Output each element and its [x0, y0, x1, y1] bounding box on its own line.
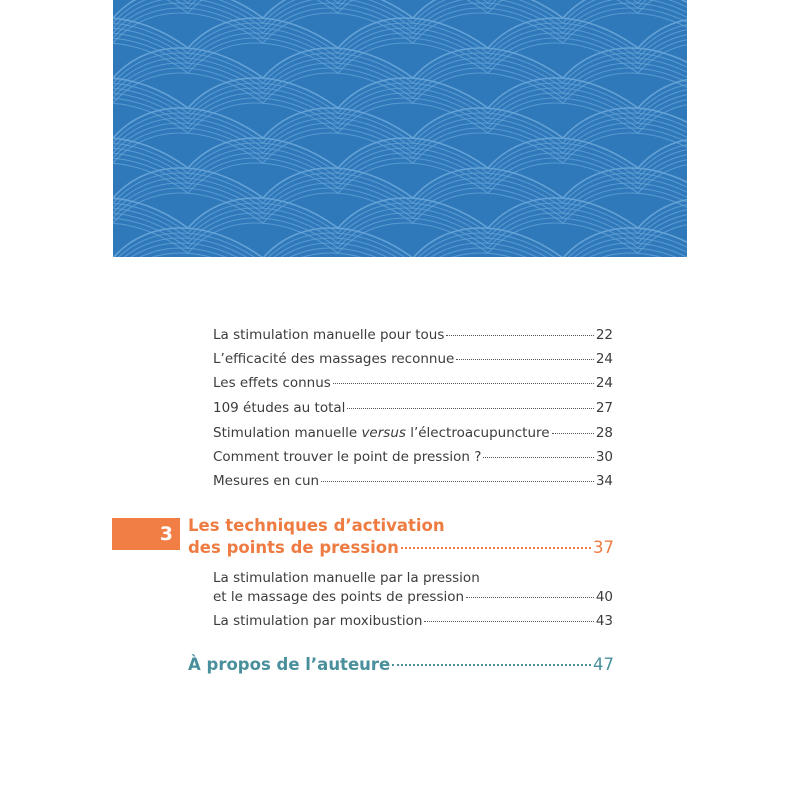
toc-entry[interactable]	[213, 374, 613, 392]
dot-leader	[552, 433, 594, 434]
toc-entry-label: 109 études au total	[213, 400, 346, 416]
toc-entry-label: La stimulation manuelle pour tous	[213, 327, 445, 343]
toc-entry-page: 24	[595, 351, 613, 367]
wave-pattern-banner	[113, 0, 687, 257]
chapter-number-badge: 3	[112, 518, 180, 550]
toc-entry-label-part: Stimulation manuelle	[213, 425, 362, 441]
toc-entry-page: 28	[595, 425, 613, 441]
toc-entry-page: 40	[595, 589, 613, 605]
toc-entry-page: 24	[595, 375, 613, 391]
toc-entry-page: 43	[595, 613, 613, 629]
dot-leader	[321, 481, 594, 482]
toc-entry-label-line2: et le massage des points de pression	[213, 589, 465, 605]
toc-entry-label-emphasis: versus	[361, 425, 406, 441]
dot-leader	[483, 457, 593, 458]
dot-leader	[446, 335, 593, 336]
dot-leader	[347, 408, 593, 409]
toc-entry-label: Mesures en cun	[213, 473, 320, 489]
toc-entry-label: L’efficacité des massages reconnue	[213, 351, 455, 367]
dot-leader	[333, 383, 594, 384]
toc-entry-label: La stimulation par moxibustion	[213, 613, 423, 629]
toc-entry[interactable]	[213, 399, 613, 417]
toc-entry-page: 27	[595, 400, 613, 416]
chapter-page: 37	[593, 538, 614, 557]
dot-leader	[401, 547, 591, 549]
dot-leader	[456, 359, 594, 360]
toc-entry[interactable]	[213, 326, 613, 344]
chapter-heading[interactable]	[188, 515, 614, 559]
toc-entry-label: Les effets connus	[213, 375, 331, 391]
toc-entry-page: 30	[595, 449, 613, 465]
dot-leader	[466, 597, 594, 598]
toc-entry[interactable]	[213, 612, 613, 630]
toc-entry[interactable]	[213, 472, 613, 490]
toc-entry-label-line1: La stimulation manuelle par la pression	[213, 570, 480, 586]
chapter-title-line1: Les techniques d’activation	[188, 516, 445, 535]
toc-entry-page: 22	[595, 327, 613, 343]
chapter-title-line2: des points de pression	[188, 538, 399, 557]
toc-entry-label	[213, 424, 550, 442]
toc-entry-page: 34	[595, 473, 613, 489]
about-author-page: 47	[593, 655, 614, 674]
wave-pattern-illustration	[113, 0, 687, 257]
toc-entry[interactable]	[213, 569, 613, 607]
dot-leader	[424, 621, 593, 622]
about-author-label: À propos de l’auteure	[188, 655, 391, 674]
toc-entry[interactable]	[213, 350, 613, 368]
toc-entry[interactable]	[213, 424, 613, 442]
toc-entry[interactable]	[213, 448, 613, 466]
toc-entry-label-part: l’électroacupuncture	[405, 425, 550, 441]
toc-entry-label: Comment trouver le point de pression ?	[213, 449, 482, 465]
dot-leader	[392, 664, 591, 666]
wave-line	[113, 253, 687, 257]
about-author-entry[interactable]	[188, 655, 614, 674]
